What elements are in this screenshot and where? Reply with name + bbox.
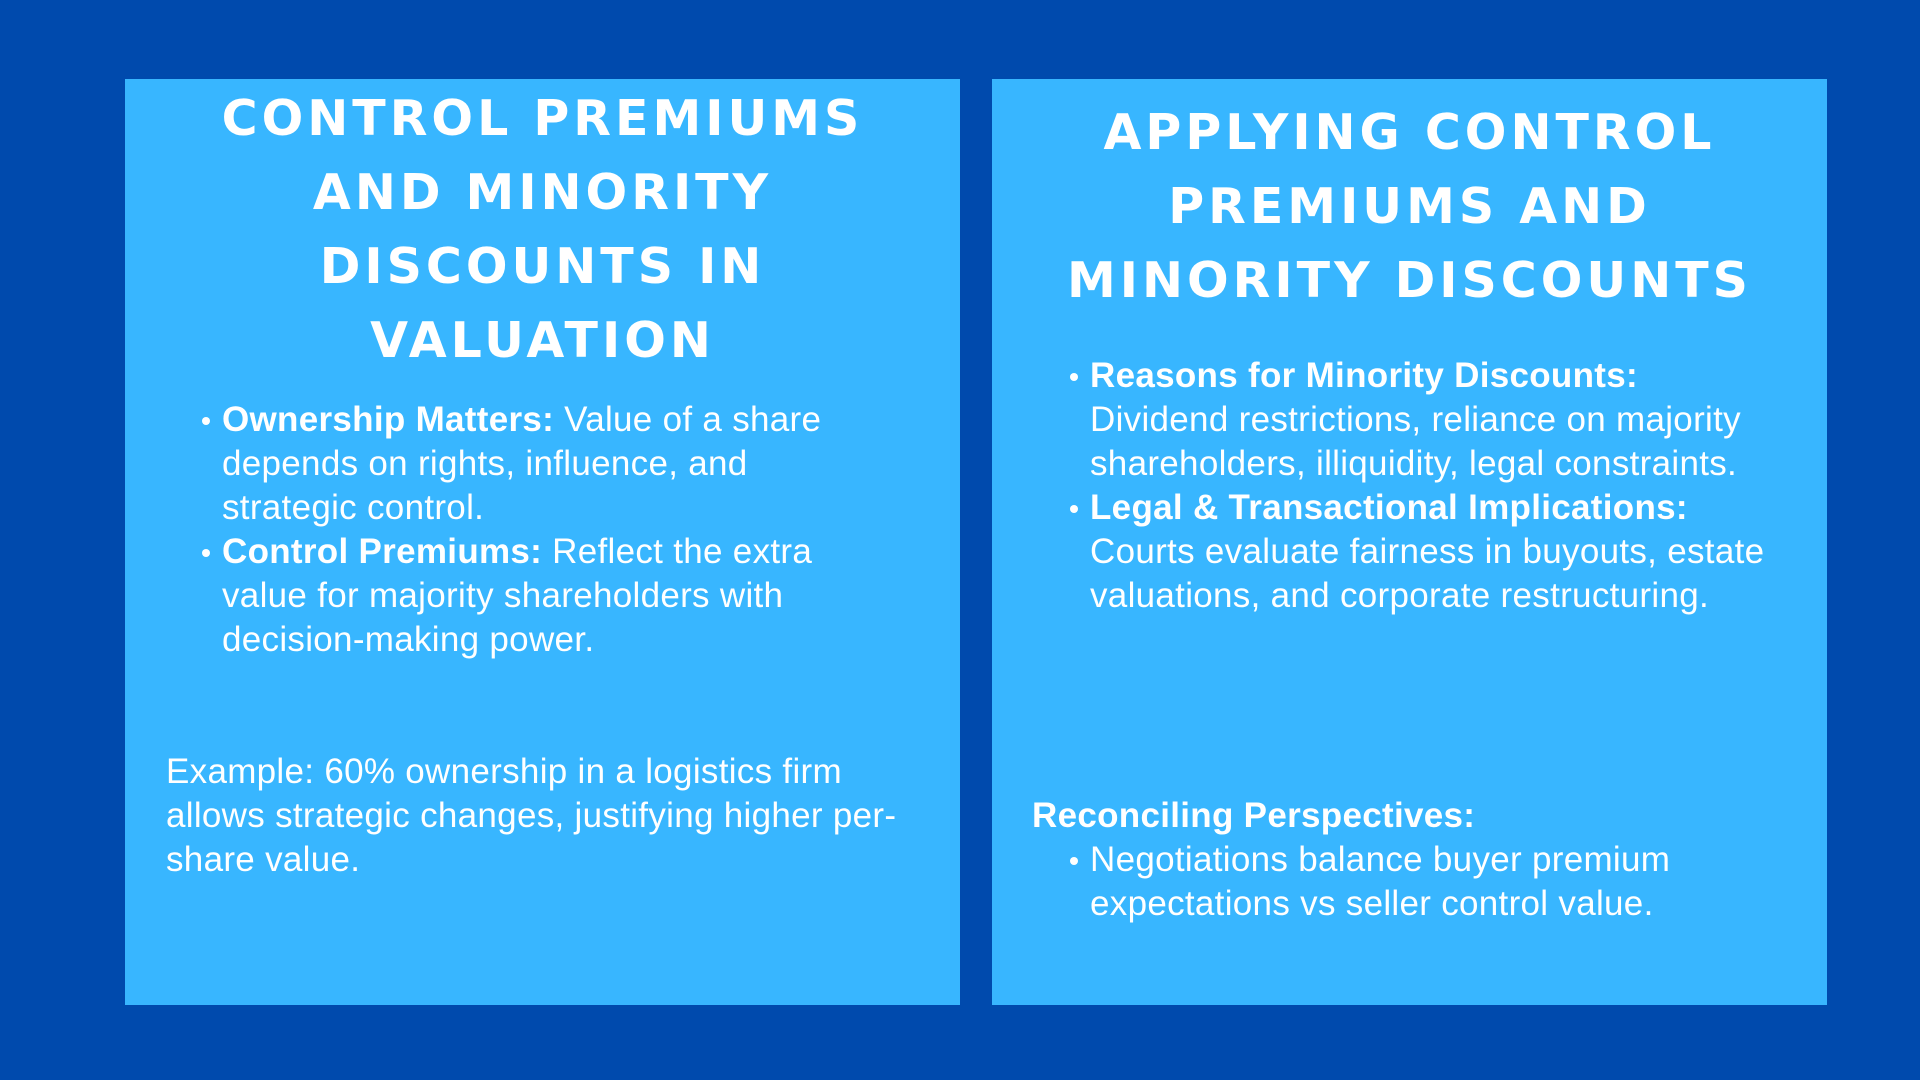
reconciling-subheading: Reconciling Perspectives: bbox=[1032, 796, 1476, 835]
bullet-icon bbox=[1070, 857, 1078, 865]
left-card bbox=[125, 79, 960, 1005]
bullet-label: Reasons for Minority Discounts: bbox=[1090, 356, 1638, 395]
example-paragraph: Example: 60% ownership in a logistics firm allows strategic changes, justifying higher per-share value. bbox=[166, 752, 897, 879]
bullet-icon bbox=[1070, 505, 1078, 513]
bullet-text: Value of a share depends on rights, influence, and strategic control. bbox=[222, 400, 822, 527]
right-card-bullet-list bbox=[1090, 354, 1780, 618]
bullet-icon bbox=[202, 549, 210, 557]
list-item bbox=[1090, 486, 1780, 618]
bullet-label: Legal & Transactional Implications: bbox=[1090, 488, 1688, 527]
list-item bbox=[1090, 838, 1780, 926]
right-card-title: APPLYING CONTROL PREMIUMS AND MINORITY DISCOUNTS bbox=[1067, 104, 1752, 309]
right-card bbox=[992, 79, 1827, 1005]
left-card-title: CONTROL PREMIUMS AND MINORITY DISCOUNTS IN VALUATION bbox=[221, 90, 864, 369]
left-card-bullet-list bbox=[222, 398, 882, 662]
reconciling-bullet-list bbox=[1090, 838, 1780, 926]
list-item bbox=[1090, 354, 1780, 486]
bullet-label: Ownership Matters: bbox=[222, 400, 555, 439]
bullet-text: Dividend restrictions, reliance on majority shareholders, illiquidity, legal constraints. bbox=[1090, 400, 1741, 483]
list-item bbox=[222, 530, 882, 662]
bullet-text: Reflect the extra value for majority shareholders with decision-making power. bbox=[222, 532, 813, 659]
bullet-text: Courts evaluate fairness in buyouts, estate valuations, and corporate restructuring. bbox=[1090, 532, 1765, 615]
bullet-icon bbox=[202, 417, 210, 425]
bullet-icon bbox=[1070, 373, 1078, 381]
bullet-label: Control Premiums: bbox=[222, 532, 543, 571]
list-item bbox=[222, 398, 882, 530]
bullet-text: Negotiations balance buyer premium expectations vs seller control value. bbox=[1090, 840, 1671, 923]
